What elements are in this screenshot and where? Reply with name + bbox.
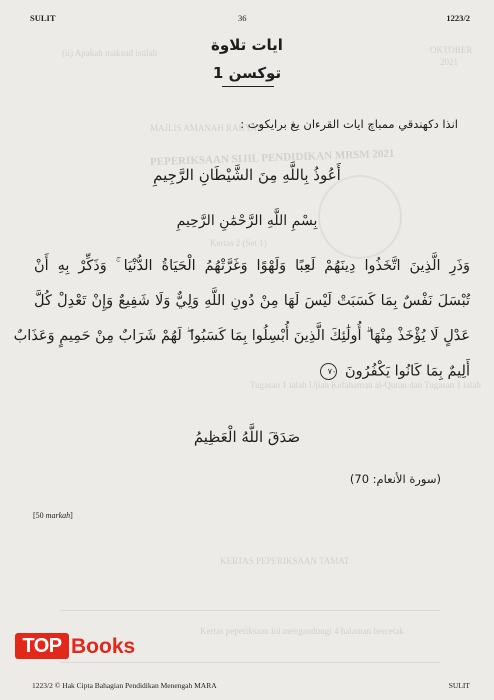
page-subtitle: توكسن 1 (212, 64, 282, 82)
taawuz: أَعُوذُ بِاللَّهِ مِنَ الشَّيْطَانِ الرَّجِيمِ (153, 166, 341, 184)
footer-copyright: 1223/2 © Hak Cipta Bahagian Pendidikan Menengah MARA (32, 681, 217, 690)
marks-label (33, 511, 73, 520)
verse-line: وَذَرِ الَّذِينَ اتَّخَذُوا دِينَهُمْ لَعِبًا وَلَهْوًا وَغَرَّتْهُمُ الْحَيَاةُ الدُّنْيَا ۚ وَذَكِّرْ بِهِ أَنْ (34, 258, 470, 274)
instruction-text: انذا دكهندقي ممباچ ايات القرءان يغ برايكوت : (240, 117, 458, 131)
verse-line: تُبْسَلَ نَفْسٌ بِمَا كَسَبَتْ لَيْسَ لَهَا مِنْ دُونِ اللَّهِ وَلِيٌّ وَلَا شَفِيعٌ وَإِنْ تَعْدِلْ كُلَّ (34, 293, 470, 309)
basmalah: بِسْمِ اللَّهِ الرَّحْمَٰنِ الرَّحِيمِ (176, 213, 318, 229)
verse-number-marker: ٧٠ (320, 363, 337, 380)
title-underline (222, 86, 274, 87)
marks-word: markah (45, 511, 71, 520)
topbooks-logo (15, 633, 135, 677)
paper-code: 1223/2 (446, 13, 470, 23)
bleed-text: OKTOBER (430, 45, 473, 55)
bleed-text: Tugasan 1 ialah Ujian Kefahaman al-Quran dan Tugasan 1 ialah (250, 380, 481, 390)
bleed-line (60, 610, 440, 611)
verse-line: أَلِيمٌ بِمَا كَانُوا يَكْفُرُونَ (344, 363, 470, 380)
footer-sulit: SULIT (448, 681, 470, 690)
page-title: ايات تلاوة (211, 36, 283, 54)
verse-line-last (220, 363, 470, 380)
bleed-text: MAJLIS AMANAH RAKYAT (150, 123, 262, 133)
verse-line: عَدْلٍ لَا يُؤْخَذْ مِنْهَا ۗ أُولَٰئِكَ الَّذِينَ أُبْسِلُوا بِمَا كَسَبُوا ۖ لَهُمْ شَرَابٌ مِنْ حَمِيمٍ وَعَذَابٌ (13, 328, 470, 344)
sadaqa: صَدَقَ اللَّهُ الْعَظِيمُ (193, 428, 301, 446)
marks-number: [50 (33, 511, 44, 520)
page-number: 36 (238, 13, 247, 23)
bleed-text: KERTAS PEPERIKSAAN TAMAT (220, 556, 350, 566)
logo-books-text: Books (71, 635, 136, 658)
bleed-text: Kertas 2 (Set 1) (210, 238, 267, 248)
marks-close: ] (70, 511, 73, 520)
bleed-text: PEPERIKSAAN SIJIL PENDIDIKAN MRSM 2021 (149, 147, 395, 169)
bleed-text: 2021 (440, 57, 458, 67)
bleed-text: Kertas peperiksaan ini mengandungi 4 halaman bercetak (200, 626, 404, 636)
bleed-text: (ii) Apakah maksud istilah (62, 48, 158, 58)
logo-top-badge: TOP (15, 633, 69, 659)
surah-reference: (سورة الأنعام: 70) (349, 472, 441, 486)
header-sulit: SULIT (30, 13, 56, 23)
